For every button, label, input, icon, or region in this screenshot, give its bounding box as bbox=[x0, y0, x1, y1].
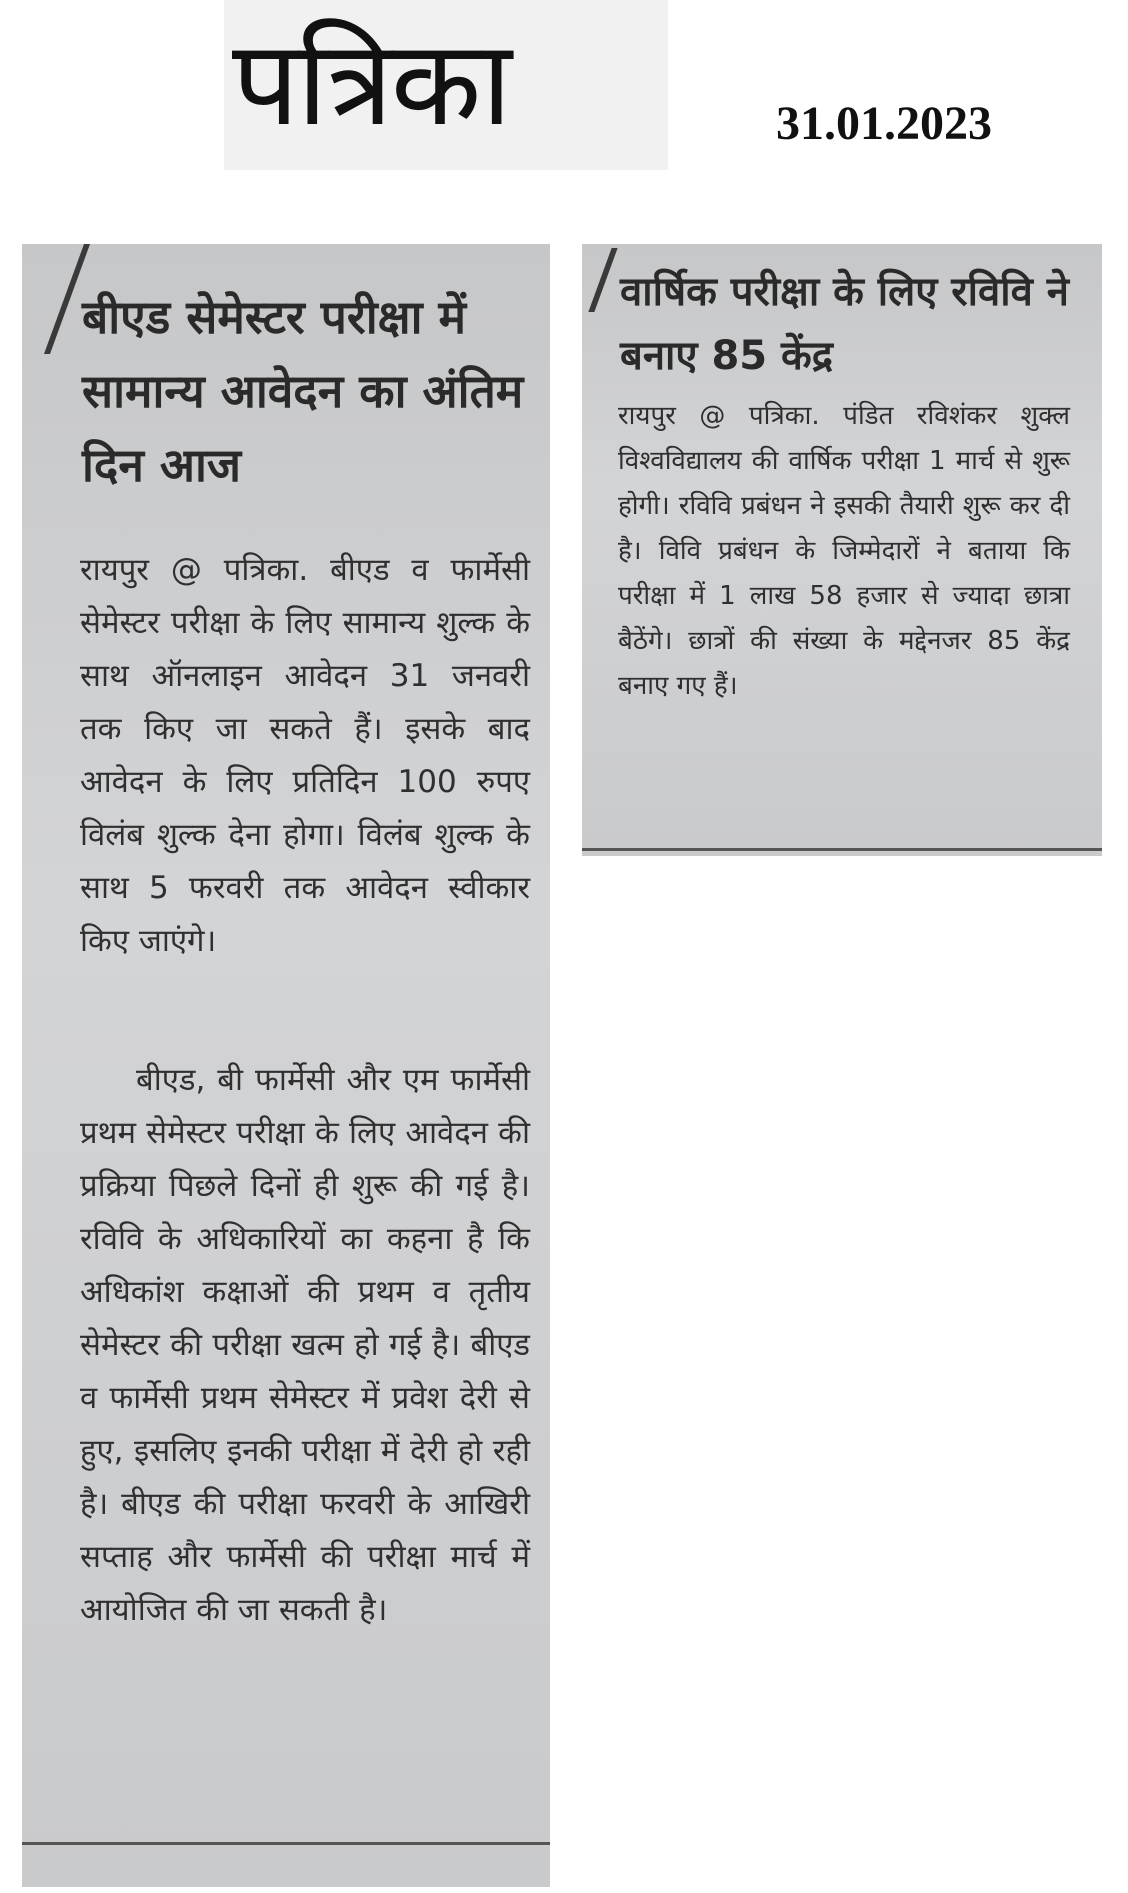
article-paragraph: रायपुर @ पत्रिका. बीएड व फार्मेसी सेमेस्टर परीक्षा के लिए सामान्य शुल्क के साथ ऑनलाइन आवेदन 31 जनवरी तक किए जा सकते हैं। इसके बाद आवेदन के लिए प्रतिदिन 100 रुपए विलंब शुल्क देना होगा। विलंब शुल्क के साथ 5 फरवरी तक आवेदन स्वीकार किए जाएंगे। bbox=[80, 552, 530, 959]
article-paragraph: बीएड, बी फार्मेसी और एम फार्मेसी प्रथम सेमेस्टर परीक्षा के लिए आवेदन की प्रक्रिया पिछले दिनों ही शुरू की गई है। रविवि के अधिकारियों का कहना है कि अधिकांश कक्षाओं की प्रथम व तृतीय सेमेस्टर की परीक्षा खत्म हो गई है। बीएड व फार्मेसी प्रथम सेमेस्टर में प्रवेश देरी से हुए, इसलिए इनकी परीक्षा में देरी हो रही है। बीएड की परीक्षा फरवरी के आखिरी सप्ताह और फार्मेसी की परीक्षा मार्च में आयोजित की जा सकती है। bbox=[80, 1062, 530, 1628]
article-headline: बीएड सेमेस्टर परीक्षा में सामान्य आवेदन का अंतिम दिन आज bbox=[82, 290, 524, 492]
column-rule bbox=[22, 1842, 550, 1845]
article-paragraph: रायपुर @ पत्रिका. पंडित रविशंकर शुक्ल विश्वविद्यालय की वार्षिक परीक्षा 1 मार्च से शुरू होगी। रविवि प्रबंधन ने इसकी तैयारी शुरू कर दी है। विवि प्रबंधन के जिम्मेदारों ने बताया कि परीक्षा में 1 लाख 58 हजार से ज्यादा छात्रा बैठेंगे। छात्रों की संख्या के मद्देनजर 85 केंद्र बनाए गए हैं। bbox=[618, 401, 1070, 701]
article-clipping-annual-exam-centers bbox=[582, 244, 1102, 856]
newspaper-logo: पत्रिका bbox=[232, 14, 510, 152]
article-clipping-exam-application bbox=[22, 244, 550, 1887]
publication-date: 31.01.2023 bbox=[776, 97, 992, 150]
column-rule bbox=[582, 848, 1102, 851]
clipping-slash-mark bbox=[588, 248, 617, 312]
article-headline: वार्षिक परीक्षा के लिए रविवि ने बनाए 85 केंद्र bbox=[620, 269, 1069, 379]
